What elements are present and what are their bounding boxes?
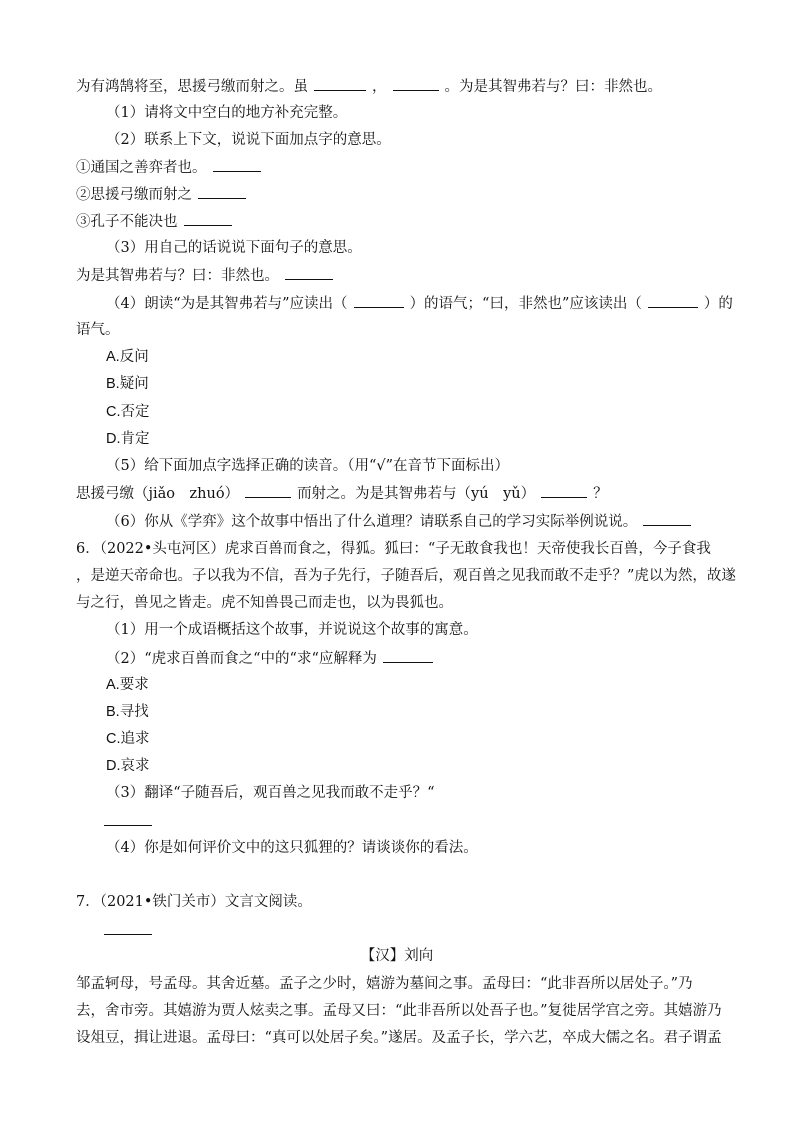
answer-blank[interactable] bbox=[648, 293, 698, 308]
answer-line bbox=[76, 920, 158, 941]
text: ）的 bbox=[703, 296, 733, 312]
passage-line: ，是逆天帝命也。子以我为不信，吾为子先行，子随吾后，观百兽之见我而敢不走乎？”虎以为然，故遂 bbox=[76, 568, 736, 584]
sub-question bbox=[76, 184, 252, 205]
sub-question bbox=[76, 483, 608, 504]
question-5: （5）给下面加点字选择正确的读音。（用“√”在音节下面标出） bbox=[106, 458, 510, 474]
passage-line: 去，舍市旁。其嬉游为贾人炫卖之事。孟母又曰：“此非吾所以处吾子也。”复徙居学宫之旁。其嬉游乃 bbox=[76, 1003, 722, 1019]
option-a[interactable]: A.反问 bbox=[106, 349, 149, 365]
answer-blank[interactable] bbox=[314, 76, 366, 91]
answer-blank[interactable] bbox=[643, 511, 691, 526]
question-1: （1）请将文中空白的地方补充完整。 bbox=[106, 105, 348, 121]
option-b[interactable]: B.寻找 bbox=[106, 704, 149, 720]
answer-blank[interactable] bbox=[383, 648, 433, 663]
text: （4）朗读“为是其智弗若与”应读出（ bbox=[106, 296, 348, 312]
text: ）的语气；“曰，非然也”应该读出（ bbox=[409, 296, 642, 312]
text: 为有鸿鹄将至，思援弓缴而射之。虽 bbox=[76, 79, 308, 95]
answer-blank[interactable] bbox=[354, 293, 404, 308]
option-d[interactable]: D.肯定 bbox=[106, 431, 150, 447]
author-heading: 【汉】刘向 bbox=[360, 948, 434, 964]
answer-blank[interactable] bbox=[184, 211, 232, 226]
sub-question bbox=[76, 211, 238, 232]
passage-line: 与之行，兽见之皆走。虎不知兽畏己而走也，以为畏狐也。 bbox=[76, 595, 453, 611]
question-6 bbox=[106, 511, 697, 532]
text: ③孔子不能决也 bbox=[76, 214, 178, 230]
problem-7: 7．（2021•铁门关市）文言文阅读。 bbox=[76, 894, 312, 910]
text: ， bbox=[372, 79, 387, 95]
answer-blank[interactable] bbox=[198, 184, 246, 199]
question-3: （3）用自己的话说说下面句子的意思。 bbox=[106, 240, 362, 256]
option-c[interactable]: C.追求 bbox=[106, 731, 150, 747]
question-1: （1）用一个成语概括这个故事，并说说这个故事的寓意。 bbox=[106, 622, 478, 638]
text: 而射之。为是其智弗若与（yú yǔ） bbox=[297, 486, 536, 502]
passage-line: 邹孟轲母，号孟母。其舍近墓。孟子之少时，嬉游为墓间之事。孟母曰：“此非吾所以居处子。”乃 bbox=[76, 976, 693, 992]
question-4: （4）你是如何评价文中的这只狐狸的？请谈谈你的看法。 bbox=[106, 840, 478, 856]
option-c[interactable]: C.否定 bbox=[106, 404, 150, 420]
option-b[interactable]: B.疑问 bbox=[106, 376, 149, 392]
option-a[interactable]: A.要求 bbox=[106, 677, 149, 693]
passage-line: 6．（2022•头屯河区）虎求百兽而食之，得狐。狐曰：“子无敢食我也！天帝使我长百兽，今子食我 bbox=[76, 541, 711, 557]
answer-blank[interactable] bbox=[541, 483, 587, 498]
question-4 bbox=[106, 293, 733, 314]
question-2: （2）联系上下文，说说下面加点字的意思。 bbox=[106, 132, 391, 148]
option-d[interactable]: D.哀求 bbox=[106, 758, 150, 774]
text: ②思援弓缴而射之 bbox=[76, 187, 192, 203]
text: （6）你从《学弈》这个故事中悟出了什么道理？请联系自己的学习实际举例说说。 bbox=[106, 514, 638, 530]
answer-blank[interactable] bbox=[104, 920, 152, 935]
text: ①通国之善弈者也。 bbox=[76, 160, 207, 176]
sub-question bbox=[76, 157, 267, 178]
answer-blank[interactable] bbox=[104, 811, 152, 826]
answer-blank[interactable] bbox=[213, 157, 261, 172]
text: （2）“虎求百兽而食之“中的“求“应解释为 bbox=[106, 651, 377, 667]
passage-line bbox=[76, 76, 662, 97]
answer-blank[interactable] bbox=[285, 265, 333, 280]
question-2 bbox=[106, 648, 439, 669]
sub-question bbox=[76, 265, 339, 286]
text: ？ bbox=[593, 486, 608, 502]
answer-blank[interactable] bbox=[245, 483, 291, 498]
text: 。为是其智弗若与？曰：非然也。 bbox=[444, 79, 662, 95]
text: 思援弓缴（jiǎo zhuó） bbox=[76, 486, 240, 502]
passage-line: 设俎豆，揖让进退。孟母曰：“真可以处居子矣。”遂居。及孟子长，学六艺，卒成大儒之名。君子谓孟 bbox=[76, 1030, 722, 1046]
text: 为是其智弗若与？曰：非然也。 bbox=[76, 268, 279, 284]
question-3: （3）翻译“子随吾后，观百兽之见我而敢不走乎？“ bbox=[106, 785, 435, 801]
answer-line bbox=[76, 811, 158, 832]
question-4-cont: 语气。 bbox=[76, 322, 120, 338]
answer-blank[interactable] bbox=[393, 76, 439, 91]
